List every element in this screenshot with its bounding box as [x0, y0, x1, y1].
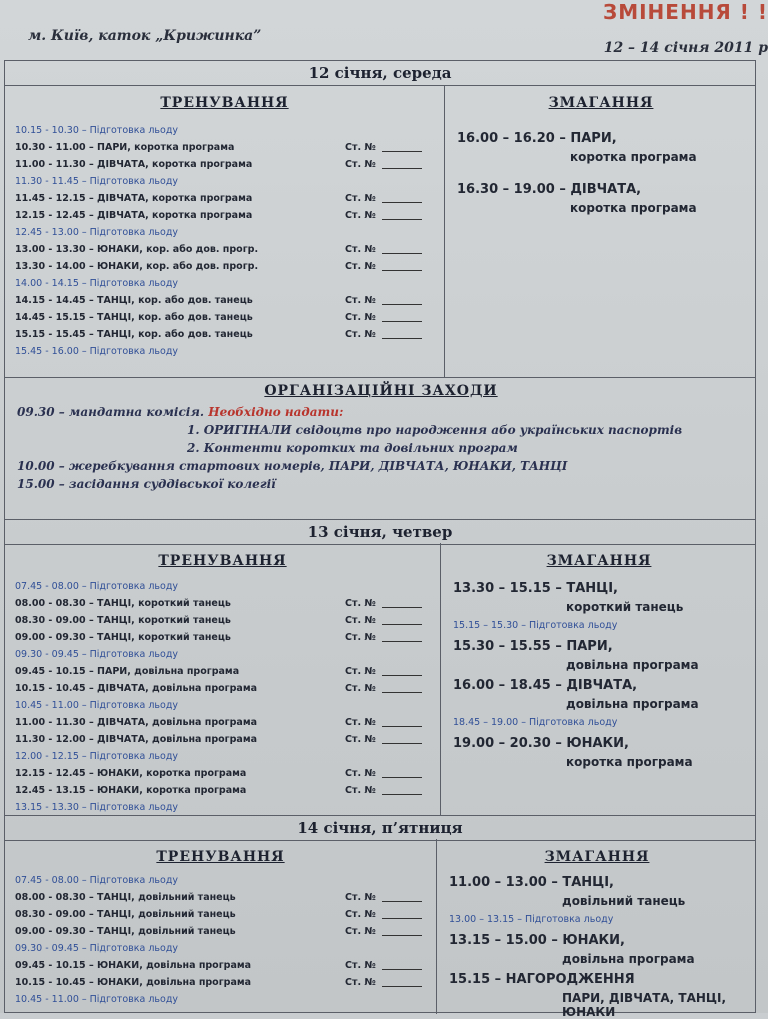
ice-prep-row	[15, 994, 436, 1011]
training-row	[15, 295, 444, 312]
training-row-text: 12.00 - 12.15 – Підготовка льоду	[15, 751, 179, 762]
training-row-text: 11.30 - 11.45 – Підготовка льоду	[15, 176, 179, 187]
competition-event-detail: довільна програма	[566, 697, 699, 711]
day-3-training-list	[5, 875, 436, 1011]
ice-prep-row	[15, 700, 440, 717]
competition-event: 16.00 – 18.45 – ДІВЧАТА,	[453, 678, 638, 693]
training-row-text: 10.15 - 10.45 – ДІВЧАТА, довільна програма	[15, 683, 257, 694]
competition-event-detail: довільна програма	[566, 658, 699, 672]
ice-prep-row	[15, 943, 436, 960]
competition-event: 19.00 – 20.30 – ЮНАКИ,	[453, 736, 629, 751]
start-number-field: Ст. №	[345, 244, 422, 255]
competition-event: 11.00 – 13.00 – ТАНЦІ,	[449, 875, 614, 890]
training-row	[15, 329, 444, 346]
training-row	[15, 734, 440, 751]
training-row-text: 15.15 - 15.45 – ТАНЦІ, кор. або дов. танець	[15, 329, 253, 340]
date-range: 12 – 14 січня 2011 р	[603, 40, 768, 56]
org-line-2: 10.00 – жеребкування стартових номерів, ПАРИ, ДІВЧАТА, ЮНАКИ, ТАНЦІ	[17, 459, 568, 473]
training-row-text: 14.00 - 14.15 – Підготовка льоду	[15, 278, 179, 289]
training-row	[15, 159, 444, 176]
competition-event: 15.15 – НАГОРОДЖЕННЯ	[449, 972, 635, 987]
start-number-field: Ст. №	[345, 977, 422, 988]
day-1-title: 12 січня, середа	[5, 61, 755, 86]
competition-event: 13.30 – 15.15 – ТАНЦІ,	[453, 581, 618, 596]
training-row-text: 08.30 - 09.00 – ТАНЦІ, довільний танець	[15, 909, 236, 920]
day-2-title: 13 січня, четвер	[5, 519, 755, 545]
competition-event: 16.00 – 16.20 – ПАРИ,	[457, 131, 617, 146]
training-row	[15, 210, 444, 227]
start-number-field: Ст. №	[345, 666, 422, 677]
org-line-3: 15.00 – засідання суддівської колегії	[17, 477, 276, 491]
org-line-1	[17, 405, 757, 419]
training-row-text: 14.15 - 14.45 – ТАНЦІ, кор. або дов. танець	[15, 295, 253, 306]
training-row	[15, 926, 436, 943]
start-number-field: Ст. №	[345, 717, 422, 728]
start-number-field: Ст. №	[345, 683, 422, 694]
training-row-text: 10.15 - 10.30 – Підготовка льоду	[15, 125, 179, 136]
comp-ice-prep: 13.00 – 13.15 – Підготовка льоду	[449, 914, 614, 925]
org-section	[5, 383, 757, 519]
day-2-competition-list	[441, 581, 757, 769]
org-item-1: 1. ОРИГІНАЛИ свідоцтв про народження або українських паспортів	[187, 423, 683, 437]
training-row-text: 11.00 - 11.30 – ДІВЧАТА, довільна програма	[15, 717, 257, 728]
start-number-field: Ст. №	[345, 892, 422, 903]
start-number-field: Ст. №	[345, 295, 422, 306]
ice-prep-row	[15, 875, 436, 892]
training-row	[15, 717, 440, 734]
start-number-field: Ст. №	[345, 193, 422, 204]
start-number-field: Ст. №	[345, 734, 422, 745]
day-3-competition-list	[437, 875, 757, 1019]
competition-event-detail: коротка програма	[570, 150, 697, 164]
training-row	[15, 598, 440, 615]
competition-event-detail: короткий танець	[566, 600, 684, 614]
divider	[5, 377, 755, 378]
start-number-field: Ст. №	[345, 785, 422, 796]
training-row-text: 11.00 - 11.30 – ДІВЧАТА, коротка програма	[15, 159, 253, 170]
training-row	[15, 244, 444, 261]
start-number-field: Ст. №	[345, 210, 422, 221]
competition-event-detail: ПАРИ, ДІВЧАТА, ТАНЦІ, ЮНАКИ	[562, 991, 727, 1019]
day-2-training-list	[5, 581, 440, 819]
ice-prep-row	[15, 346, 444, 363]
training-row-text: 09.30 - 09.45 – Підготовка льоду	[15, 943, 179, 954]
training-row-text: 12.15 - 12.45 – ДІВЧАТА, коротка програма	[15, 210, 253, 221]
org-line-1-required: Необхідно надати:	[208, 405, 344, 419]
start-number-field: Ст. №	[345, 926, 422, 937]
training-row-text: 09.30 - 09.45 – Підготовка льоду	[15, 649, 179, 660]
day-3-title: 14 січня, п’ятниця	[5, 815, 755, 841]
training-row-text: 09.45 - 10.15 – ЮНАКИ, довільна програма	[15, 960, 252, 971]
training-row-text: 08.00 - 08.30 – ТАНЦІ, довільний танець	[15, 892, 236, 903]
day-1-competition-list	[445, 131, 757, 215]
training-row	[15, 977, 436, 994]
day-1-training-list	[5, 125, 444, 363]
training-row	[15, 909, 436, 926]
competition-event-detail: довільний танець	[562, 894, 686, 908]
training-row	[15, 632, 440, 649]
start-number-field: Ст. №	[345, 768, 422, 779]
day-1-training	[5, 85, 445, 377]
training-row	[15, 785, 440, 802]
org-line-1-text: 09.30 – мандатна комісія.	[17, 405, 205, 419]
competition-event: 15.30 – 15.55 – ПАРИ,	[453, 639, 613, 654]
training-row-text: 11.45 - 12.15 – ДІВЧАТА, коротка програма	[15, 193, 253, 204]
org-title: ОРГАНІЗАЦІЙНІ ЗАХОДИ	[264, 383, 498, 399]
training-row	[15, 666, 440, 683]
start-number-field: Ст. №	[345, 159, 422, 170]
start-number-field: Ст. №	[345, 312, 422, 323]
training-row	[15, 142, 444, 159]
training-row-text: 08.00 - 08.30 – ТАНЦІ, короткий танець	[15, 598, 231, 609]
training-row-text: 12.45 - 13.00 – Підготовка льоду	[15, 227, 179, 238]
training-row-text: 07.45 - 08.00 – Підготовка льоду	[15, 875, 179, 886]
ice-prep-row	[15, 227, 444, 244]
day-2-training	[5, 543, 441, 815]
training-row-text: 10.15 - 10.45 – ЮНАКИ, довільна програма	[15, 977, 252, 988]
training-row	[15, 683, 440, 700]
training-row	[15, 261, 444, 278]
training-row-text: 08.30 - 09.00 – ТАНЦІ, короткий танець	[15, 615, 231, 626]
training-row	[15, 193, 444, 210]
start-number-field: Ст. №	[345, 142, 422, 153]
ice-prep-row	[15, 581, 440, 598]
training-row-text: 14.45 - 15.15 – ТАНЦІ, кор. або дов. танець	[15, 312, 253, 323]
start-number-field: Ст. №	[345, 909, 422, 920]
training-row-text: 11.30 - 12.00 – ДІВЧАТА, довільна програма	[15, 734, 257, 745]
comp-ice-prep: 18.45 – 19.00 – Підготовка льоду	[453, 717, 618, 728]
training-row-text: 10.45 - 11.00 – Підготовка льоду	[15, 994, 179, 1005]
training-row	[15, 892, 436, 909]
day-2-competition-title: ЗМАГАННЯ	[546, 553, 652, 569]
ice-prep-row	[15, 751, 440, 768]
ice-prep-row	[15, 649, 440, 666]
competition-event-detail: довільна програма	[562, 952, 695, 966]
day-3-competition	[437, 839, 757, 1019]
training-row-text: 09.00 - 09.30 – ТАНЦІ, довільний танець	[15, 926, 236, 937]
comp-ice-prep: 15.15 – 15.30 – Підготовка льоду	[453, 620, 618, 631]
start-number-field: Ст. №	[345, 329, 422, 340]
training-row-text: 07.45 - 08.00 – Підготовка льоду	[15, 581, 179, 592]
ice-prep-row	[15, 125, 444, 142]
ice-prep-row	[15, 176, 444, 193]
training-row-text: 15.45 - 16.00 – Підготовка льоду	[15, 346, 179, 357]
training-row-text: 09.00 - 09.30 – ТАНЦІ, короткий танець	[15, 632, 231, 643]
day-3-competition-title: ЗМАГАННЯ	[544, 849, 650, 865]
day-3-training	[5, 839, 437, 1014]
day-3-training-title: ТРЕНУВАННЯ	[156, 849, 285, 865]
start-number-field: Ст. №	[345, 261, 422, 272]
training-row	[15, 960, 436, 977]
start-number-field: Ст. №	[345, 960, 422, 971]
training-row-text: 09.45 - 10.15 – ПАРИ, довільна програма	[15, 666, 240, 677]
day-1-competition-title: ЗМАГАННЯ	[548, 95, 654, 111]
competition-event-detail: коротка програма	[570, 201, 697, 215]
start-number-field: Ст. №	[345, 632, 422, 643]
changes-notice: ЗМІНЕННЯ ! !	[603, 0, 768, 24]
training-row-text: 13.00 - 13.30 – ЮНАКИ, кор. або дов. прогр.	[15, 244, 259, 255]
competition-event: 13.15 – 15.00 – ЮНАКИ,	[449, 933, 625, 948]
org-item-2: 2. Контенти коротких та довільних програм	[187, 441, 518, 455]
day-2-training-title: ТРЕНУВАННЯ	[158, 553, 287, 569]
training-row	[15, 768, 440, 785]
start-number-field: Ст. №	[345, 598, 422, 609]
day-1-competition	[445, 85, 757, 377]
day-1-training-title: ТРЕНУВАННЯ	[160, 95, 289, 111]
competition-event: 16.30 – 19.00 – ДІВЧАТА,	[457, 182, 642, 197]
venue-label: м. Київ, каток „Крижинка”	[28, 28, 262, 44]
training-row	[15, 615, 440, 632]
schedule-table	[4, 60, 756, 1019]
start-number-field: Ст. №	[345, 615, 422, 626]
training-row	[15, 312, 444, 329]
day-2-competition	[441, 543, 757, 815]
training-row-text: 13.30 - 14.00 – ЮНАКИ, кор. або дов. прогр.	[15, 261, 259, 272]
ice-prep-row	[15, 278, 444, 295]
training-row-text: 10.30 - 11.00 – ПАРИ, коротка програма	[15, 142, 235, 153]
training-row-text: 13.15 - 13.30 – Підготовка льоду	[15, 802, 179, 813]
competition-event-detail: коротка програма	[566, 755, 693, 769]
training-row-text: 12.15 - 12.45 – ЮНАКИ, коротка програма	[15, 768, 247, 779]
training-row-text: 10.45 - 11.00 – Підготовка льоду	[15, 700, 179, 711]
training-row-text: 12.45 - 13.15 – ЮНАКИ, коротка програма	[15, 785, 247, 796]
